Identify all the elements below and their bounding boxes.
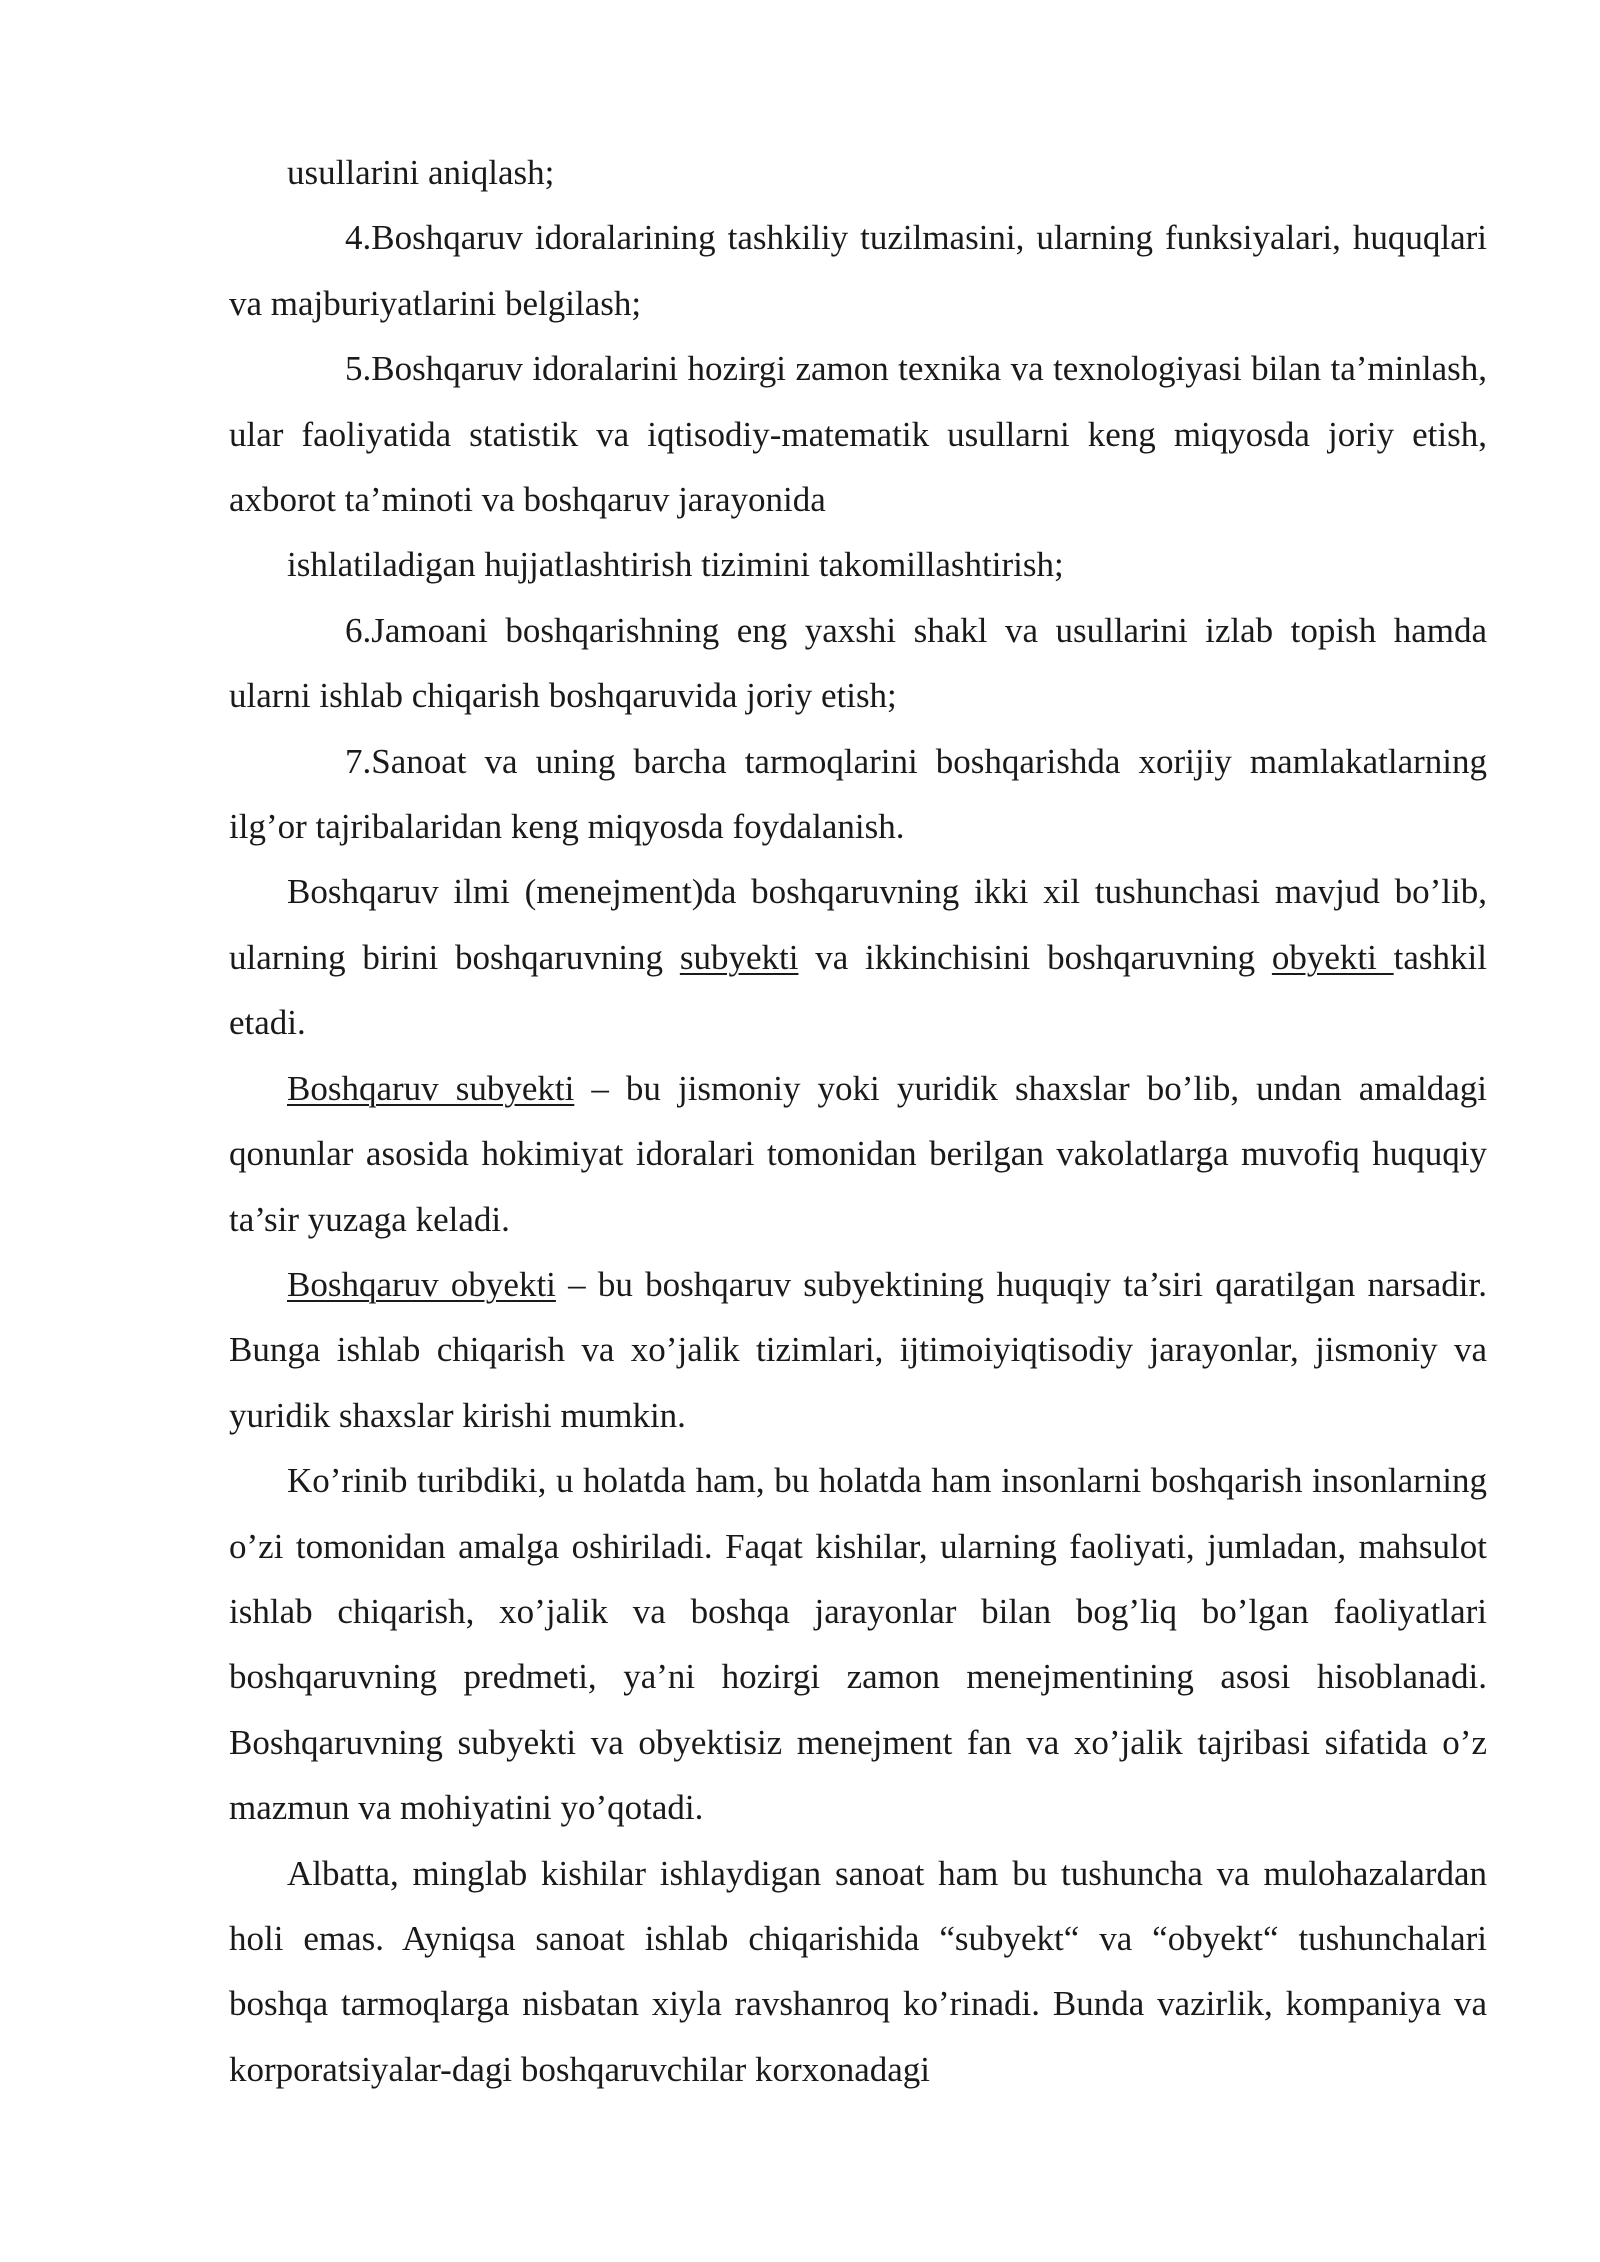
continuation-text: usullarini aniqlash; [287,153,555,192]
paragraph-text: va ikkinchisini boshqaruvning [798,937,1272,977]
document-body [229,140,1487,2102]
paragraph-text: tashkil etadi. [229,937,1487,1043]
list-number: 6. [345,610,372,650]
paragraph-text: Boshqaruv ilmi (menejment)da boshqaruvning ikki xil tushunchasi mavjud bo’lib, ularning birini boshqaruvning [229,872,1487,977]
list-item-7 [229,729,1487,860]
paragraph-text: – bu boshqaruv subyektining huquqiy ta’siri qaratilgan narsadir. Bunga ishlab chiqarish va xo’jalik tizimlari, ijtimoiyiqtisodiy jarayonlar, jismoniy va yuridik shaxslar kirishi mumkin. [229,1264,1488,1435]
paragraph-industry [229,1841,1487,2103]
paragraph-text: Ko’rinib turibdiki, u holatda ham, bu holatda ham insonlarni boshqarish insonlarning o’zi tomonidan amalga oshiriladi. Faqat kishilar, ularning faoliyati, jumladan, mahsulot ishlab chiqarish, xo’jalik va boshqa jarayonlar bilan bog’liq bo’lgan faoliyatlari boshqaruvning predmeti, ya’ni hozirgi zamon menejmentining asosi hisoblanadi. Boshqaruvning subyekti va obyektisiz menejment fan va xo’jalik tajribasi sifatida o’z mazmun va mohiyatini yo’qotadi. [229,1461,1487,1828]
paragraph-text: Albatta, minglab kishilar ishlaydigan sanoat ham bu tushuncha va mulohazalardan holi emas. Ayniqsa sanoat ishlab chiqarishida “subyekt“ va “obyekt“ tushunchalari boshqa tarmoqlarga nisbatan xiyla ravshanroq ko’rinadi. Bunda vazirlik, kompaniya va korporatsiyalar-dagi boshqaruvchilar korxonadagi [229,1853,1487,2089]
paragraph-concepts [229,859,1487,1055]
term-object: obyekti [1271,937,1394,977]
term-boshqaruv-obyekti: Boshqaruv obyekti [287,1264,556,1304]
paragraph-object-definition [229,1252,1487,1448]
term-boshqaruv-subyekti: Boshqaruv subyekti [287,1068,575,1108]
list-number: 5. [345,349,372,389]
list-text: ishlatiladigan hujjatlashtirish tizimini takomillashtirish; [287,545,1064,585]
list-text: Boshqaruv idoralarining tashkiliy tuzilmasini, ularning funksiyalari, huquqlari va majburiyatlarini belgilash; [229,218,1487,323]
term-subject: subyekti [679,937,799,977]
list-item-4 [229,205,1487,336]
list-number: 4. [345,218,372,258]
list-item-5 [229,336,1487,532]
paragraph-text: – bu jismoniy yoki yuridik shaxslar bo’lib, undan amaldagi qonunlar asosida hokimiyat idoralari tomonidan berilgan vakolatlarga muvofiq huquqiy ta’sir yuzaga keladi. [229,1068,1487,1239]
list-text: Sanoat va uning barcha tarmoqlarini boshqarishda xorijiy mamlakatlarning ilg’or tajribalaridan keng miqyosda foydalanish. [229,741,1487,847]
list-item-5-continuation [229,532,1487,597]
list-text: Jamoani boshqarishning eng yaxshi shakl va usullarini izlab topish hamda ularni ishlab chiqarish boshqaruvida joriy etish; [229,610,1487,716]
list-item-continuation [229,140,1487,205]
list-item-6 [229,598,1487,729]
list-number: 7. [345,741,372,781]
list-text: Boshqaruv idoralarini hozirgi zamon texnika va texnologiyasi bilan ta’minlash, ular faoliyatida statistik va iqtisodiy-matematik usullarni keng miqyosda joriy etish, axborot ta’minoti va boshqaruv jarayonida [229,349,1487,520]
paragraph-seen [229,1448,1487,1840]
paragraph-subject-definition [229,1056,1487,1252]
